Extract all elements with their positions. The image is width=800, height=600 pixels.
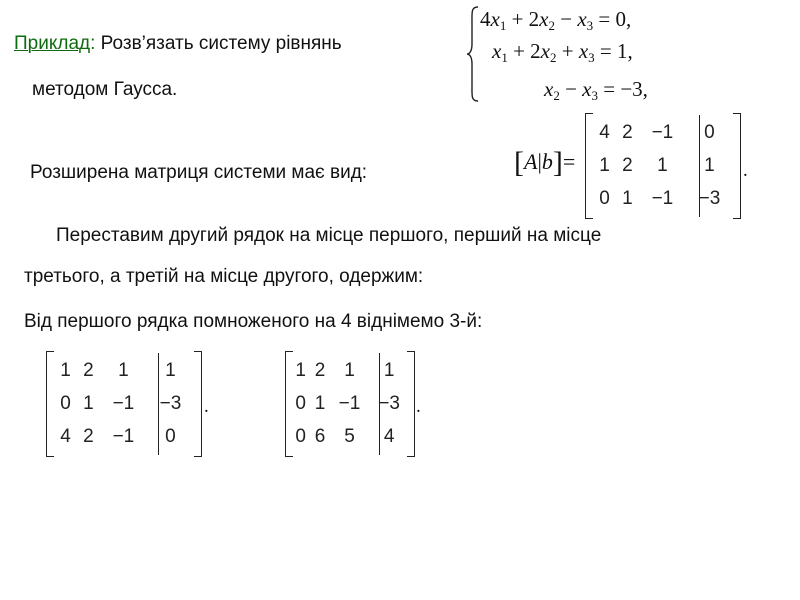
- example-text: Розв’язать систему рівнянь: [100, 33, 342, 54]
- augmented-matrix: 4 2 −1 0 1 2 1 1 0 1 −1 −3: [585, 113, 741, 219]
- system-brace: [466, 6, 480, 102]
- example-colon: :: [90, 33, 96, 54]
- matrix-2-trail: .: [416, 396, 421, 417]
- augmented-trail: .: [743, 160, 748, 181]
- equation-3: $x_2 - x_3 = -3$,: [544, 77, 648, 103]
- equation-1: $4x_1 + 2x_2 - x_3 = 0$,: [480, 7, 632, 33]
- step1-line1: Переставим другий рядок на місце першого, перший на місце: [56, 225, 602, 246]
- example-line2: методом Гаусса.: [32, 79, 178, 100]
- step1-line2: третього, а третій на місце другого, одержим:: [24, 266, 424, 287]
- augmented-text: Розширена матриця системи має вид:: [30, 162, 368, 183]
- matrix-1-trail: .: [204, 396, 209, 417]
- step2-line1: Від першого рядка помноженого на 4 віднімемо 3-й:: [24, 311, 483, 332]
- equation-2: $x_1 + 2x_2 + x_3 = 1$,: [492, 39, 633, 65]
- example-heading: [14, 32, 342, 56]
- augmented-lhs: [A|b]=: [514, 146, 576, 179]
- matrix-1: 1 2 1 1 0 1 −1 −3 4 2 −1 0: [46, 351, 202, 457]
- matrix-2: 1 2 1 1 0 1 −1 −3 0 6 5 4: [285, 351, 415, 457]
- example-label: Приклад: [14, 33, 91, 54]
